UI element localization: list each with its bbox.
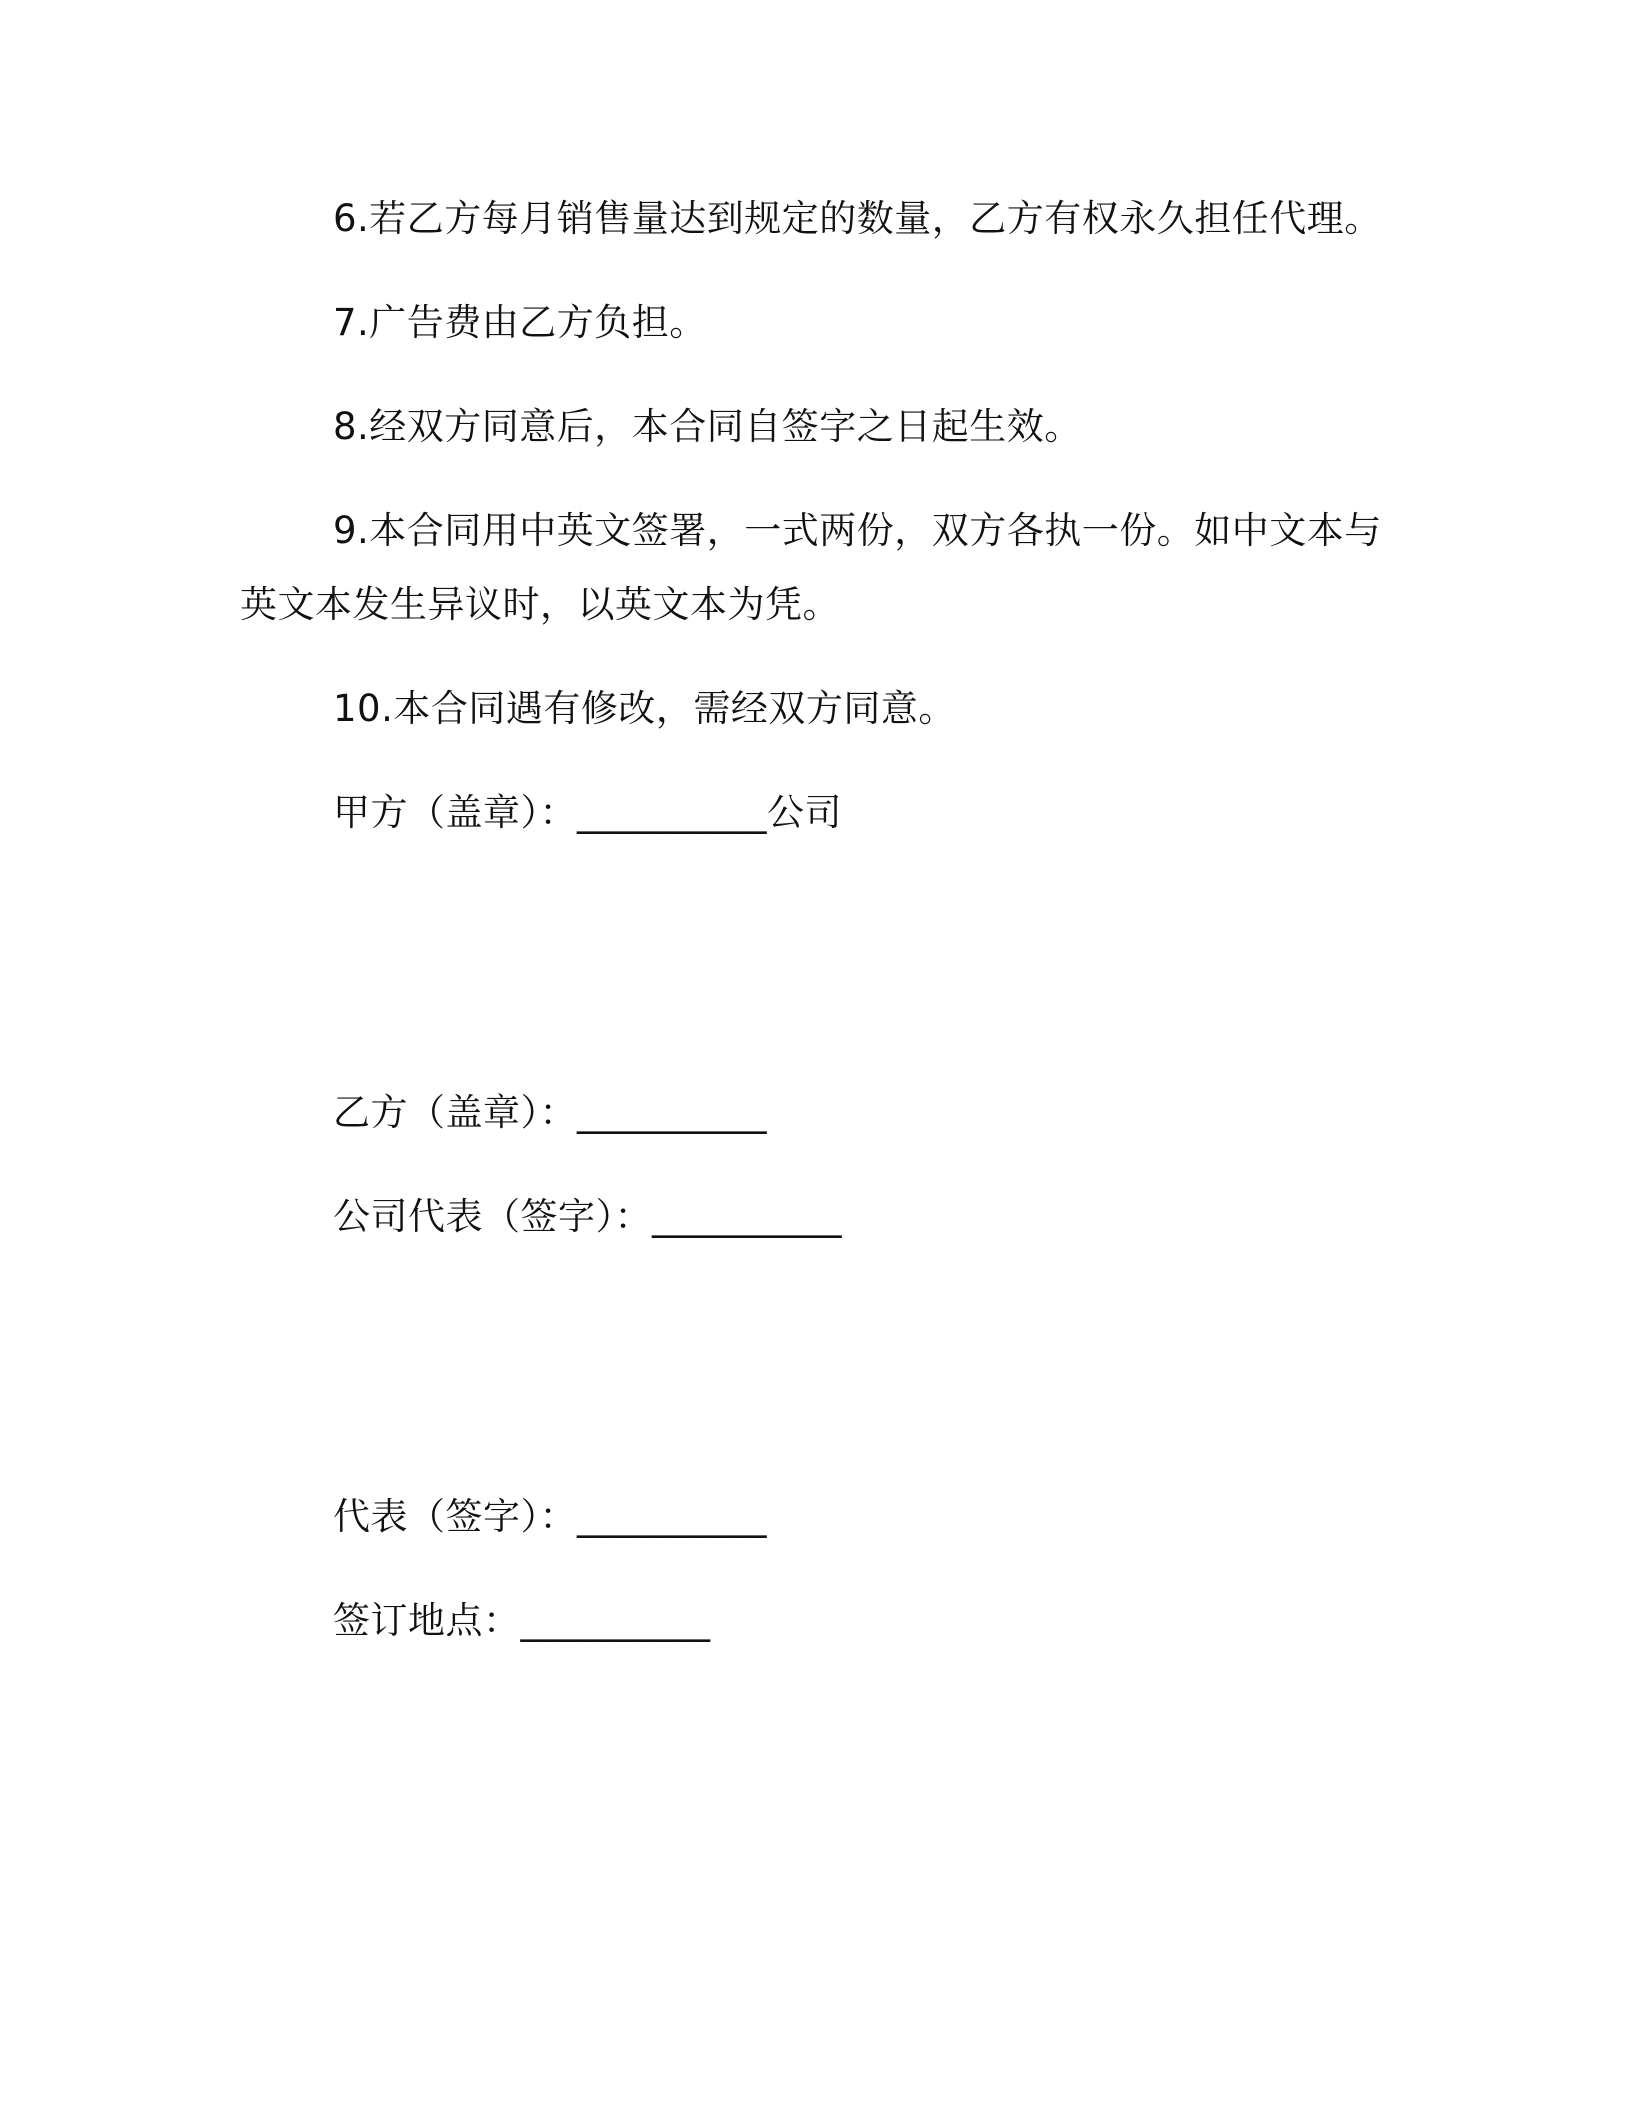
signing-place-line: 签订地点：__________ (333, 1599, 711, 1642)
clause-7: 7.广告费由乙方负担。 (333, 301, 707, 344)
clause-9: 9.本合同用中英文签署，一式两份，双方各执一份。如中文本与 (333, 509, 1382, 552)
clause-9-continuation: 英文本发生异议时，以英文本为凭。 (240, 583, 840, 626)
company-representative-signature-line: 公司代表（签字）：__________ (333, 1195, 842, 1238)
party-a-seal-line: 甲方（盖章）：__________公司 (333, 791, 842, 834)
party-b-seal-line: 乙方（盖章）：__________ (333, 1091, 767, 1134)
clause-6: 6.若乙方每月销售量达到规定的数量，乙方有权永久担任代理。 (333, 197, 1382, 240)
clause-10: 10.本合同遇有修改，需经双方同意。 (333, 687, 956, 730)
clause-8: 8.经双方同意后，本合同自签字之日起生效。 (333, 405, 1082, 448)
representative-signature-line: 代表（签字）：__________ (333, 1495, 767, 1538)
